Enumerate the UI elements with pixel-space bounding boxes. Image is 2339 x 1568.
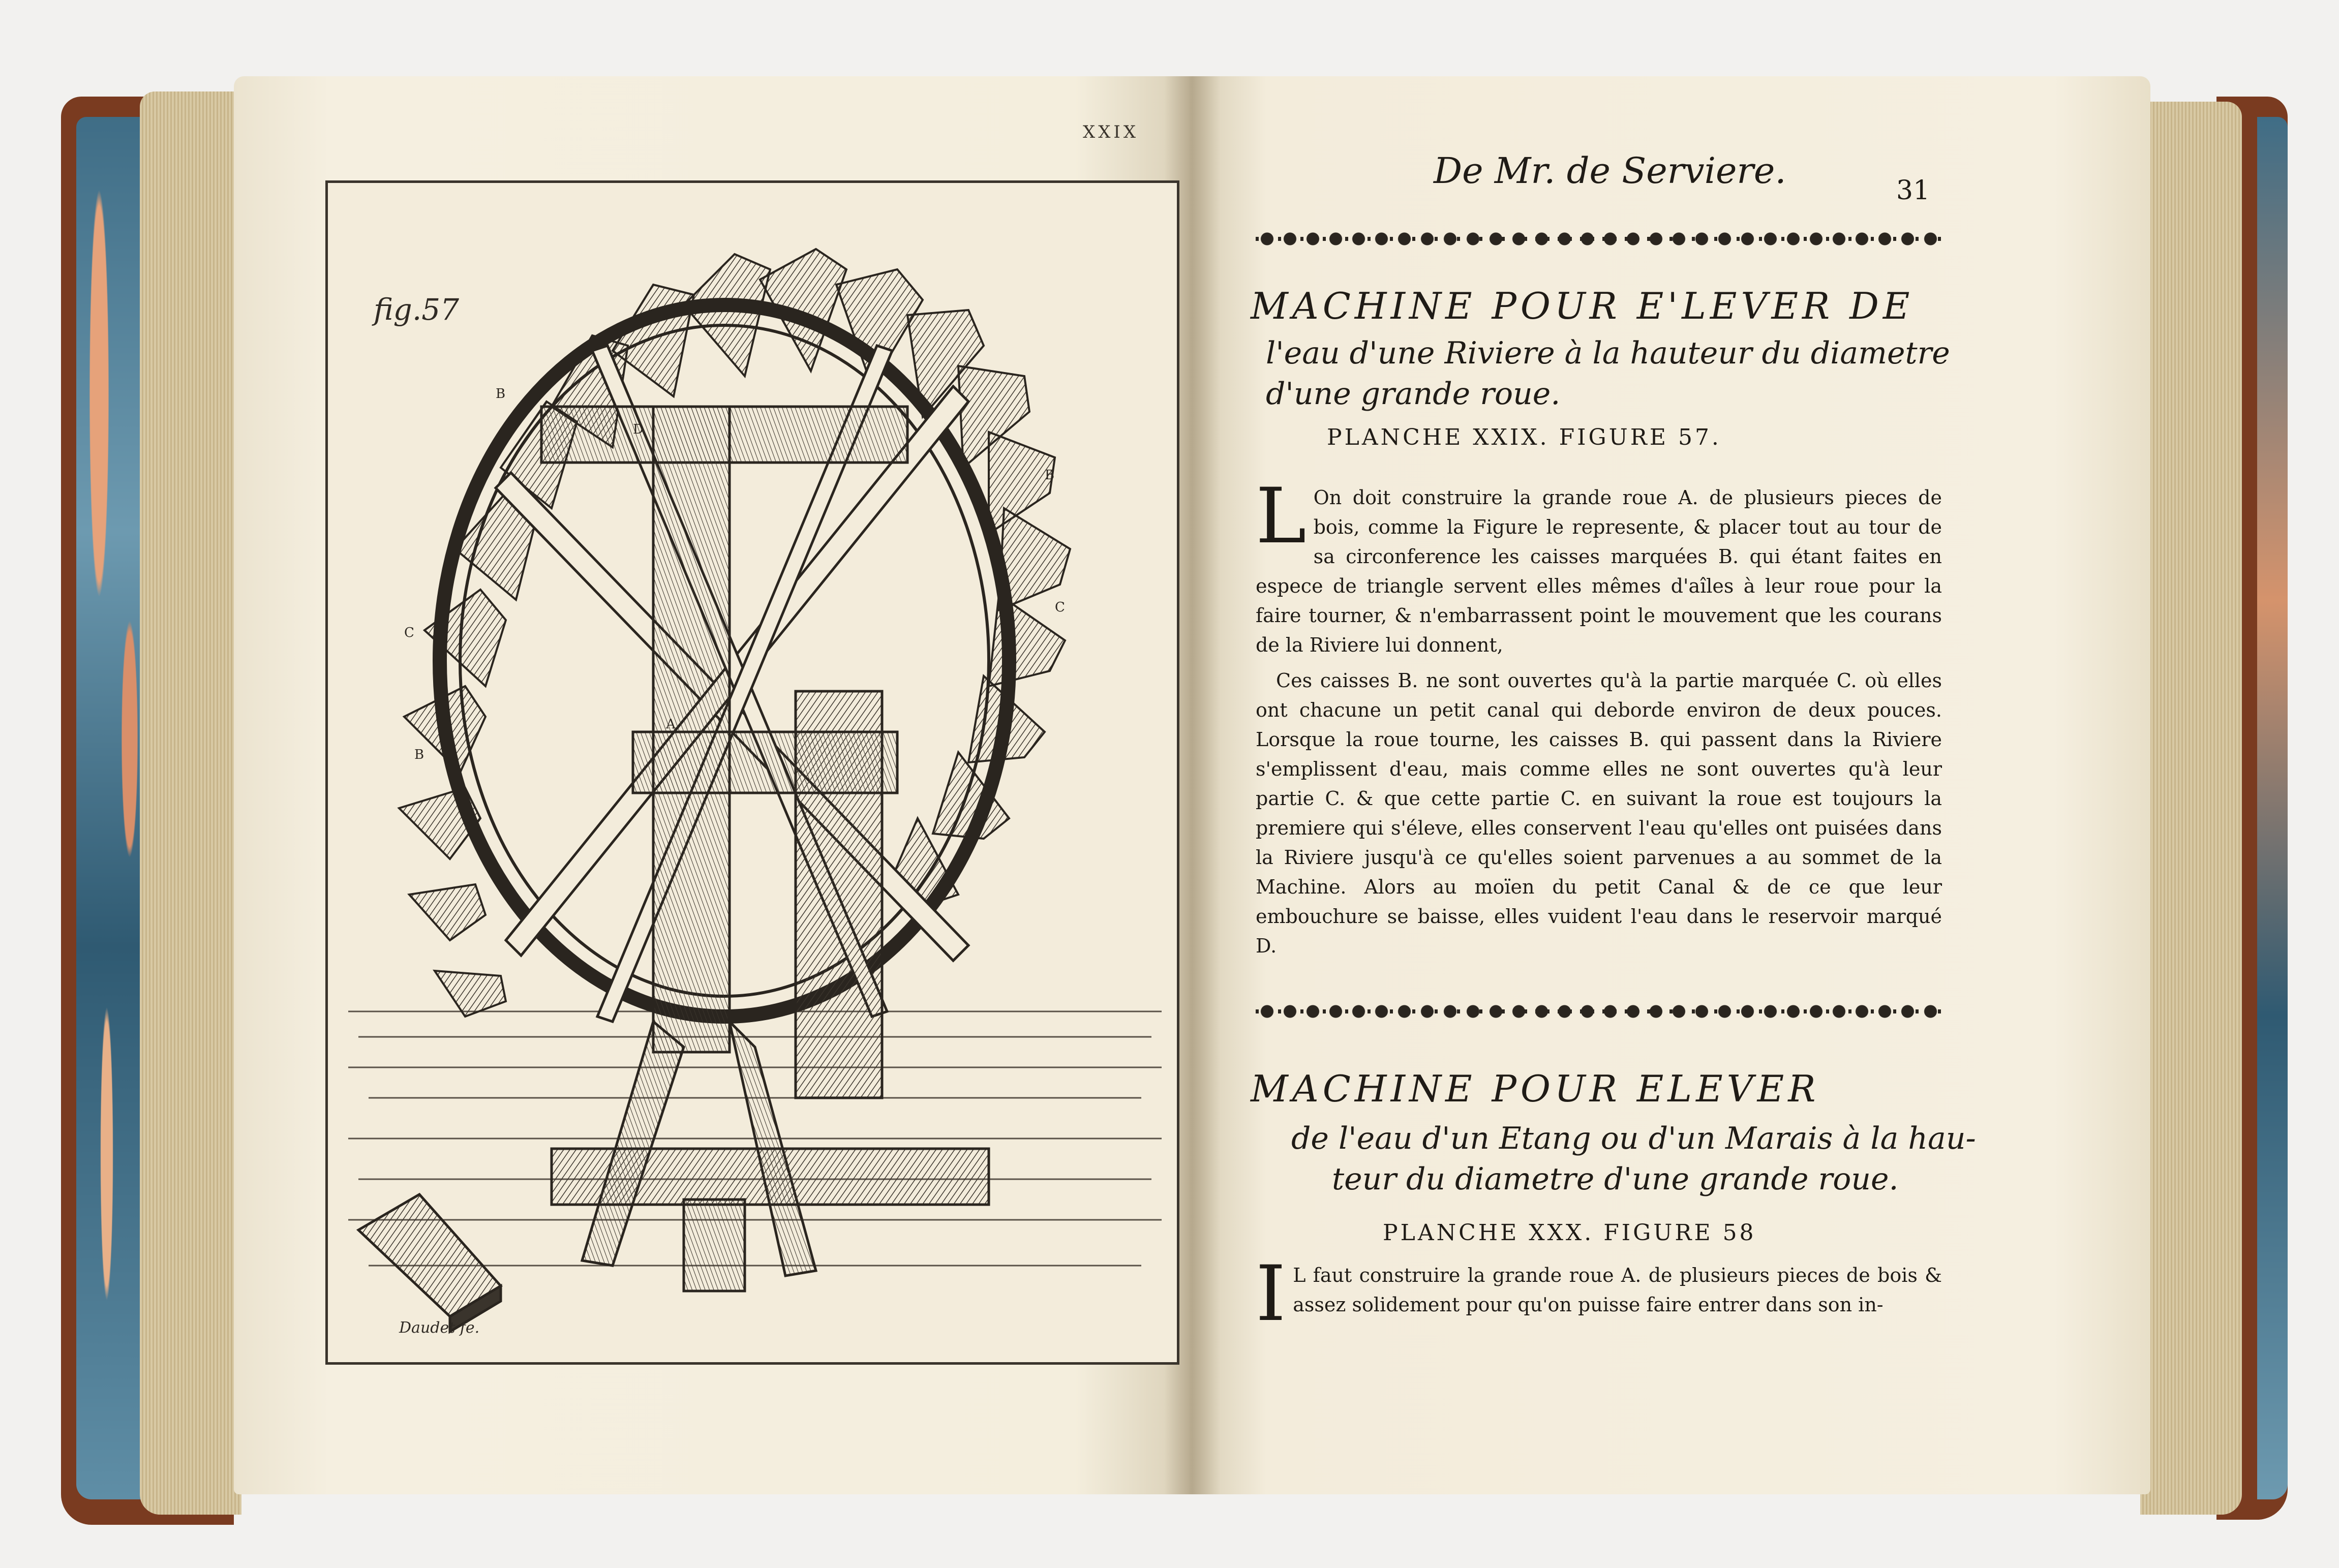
reservoir-block (358, 1194, 501, 1332)
dropcap-i: I (1256, 1250, 1286, 1338)
dropcap-l: L (1256, 472, 1307, 561)
section2-paragraph (1256, 1250, 1942, 1338)
letter-b: B (496, 386, 506, 402)
right-page-edges (2140, 102, 2242, 1515)
left-page-edges (140, 91, 241, 1515)
engraving-plate (325, 180, 1179, 1365)
wheel-caisses (399, 249, 1070, 1017)
section1-paragraph2 (1256, 666, 1942, 961)
section2-subtitle-line1: de l'eau d'un Etang ou d'un Marais à la hau- (1291, 1121, 1976, 1156)
fleuron-band-top (1256, 224, 1942, 254)
section2-paragraph-text: L faut construire la grande roue A. de plusieurs pieces de bois & assez solidement pour qu'on puisse faire entrer dans son in- (1293, 1264, 1942, 1316)
right-marbled-endpaper (2257, 117, 2288, 1499)
fleuron-band-middle (1256, 996, 1942, 1027)
letter-b-3: B (1045, 468, 1055, 483)
section1-paragraph2-text: Ces caisses B. ne sont ouvertes qu'à la partie marquée C. où elles ont chacune un petit canal qui deborde environ de deux pouces. Lorsque la roue tourne, les caisses B. qui passent dans la Riviere s'emplissent d'eau, mais comme elles ne sont ouvertes qu'à leur partie C. & que cette partie C. en suivant la roue est toujours la premiere qui s'éleve, elles conservent l'eau qu'elles ont puisées dans la Riviere jusqu'à ce qu'elles soient parvenues a au sommet de la Machine. Alors au moïen du petit Canal & de ce que leur embouchure se baisse, elles vuident l'eau dans le reservoir marqué D. (1256, 669, 1942, 957)
letter-c: C (404, 625, 414, 640)
page-number: 31 (1896, 175, 1930, 206)
section1-subtitle-line2: d'une grande roue. (1266, 376, 1561, 412)
running-head: De Mr. de Serviere. (1434, 150, 1786, 192)
section2-title: MACHINE POUR ELEVER (1251, 1067, 1820, 1110)
water-wheel-engraving (328, 183, 1177, 1362)
section1-title: MACHINE POUR E'LEVER DE (1251, 285, 1914, 327)
section2-planche: PLANCHE XXX. FIGURE 58 (1383, 1220, 1756, 1246)
letter-c-2: C (1055, 600, 1065, 615)
letter-b-2: B (414, 747, 424, 762)
section1-paragraph1 (1256, 472, 1942, 660)
section1-planche: PLANCHE XXIX. FIGURE 57. (1327, 424, 1721, 450)
section1-paragraph1-text: On doit construire la grande roue A. de plusieurs pieces de bois, comme la Figure le represente, & placer tout au tour de sa circonference les caisses marquées B. qui étant faites en espece de triangle servent elles mêmes d'aîles à leur roue pour la faire tourner, & n'embarrassent point le mouvement que les courans de la Riviere lui donnent, (1256, 486, 1942, 656)
section2-subtitle-line2: teur du diametre d'une grande roue. (1332, 1161, 1899, 1197)
plate-number: XXIX (1083, 122, 1139, 142)
section1-subtitle-line1: l'eau d'une Riviere à la hauteur du diametre (1266, 335, 1950, 371)
figure-label: fig.57 (374, 292, 460, 327)
engraver-signature: Daudet fe. (399, 1319, 480, 1337)
letter-a: A (666, 717, 676, 732)
letter-d: D (633, 422, 644, 437)
